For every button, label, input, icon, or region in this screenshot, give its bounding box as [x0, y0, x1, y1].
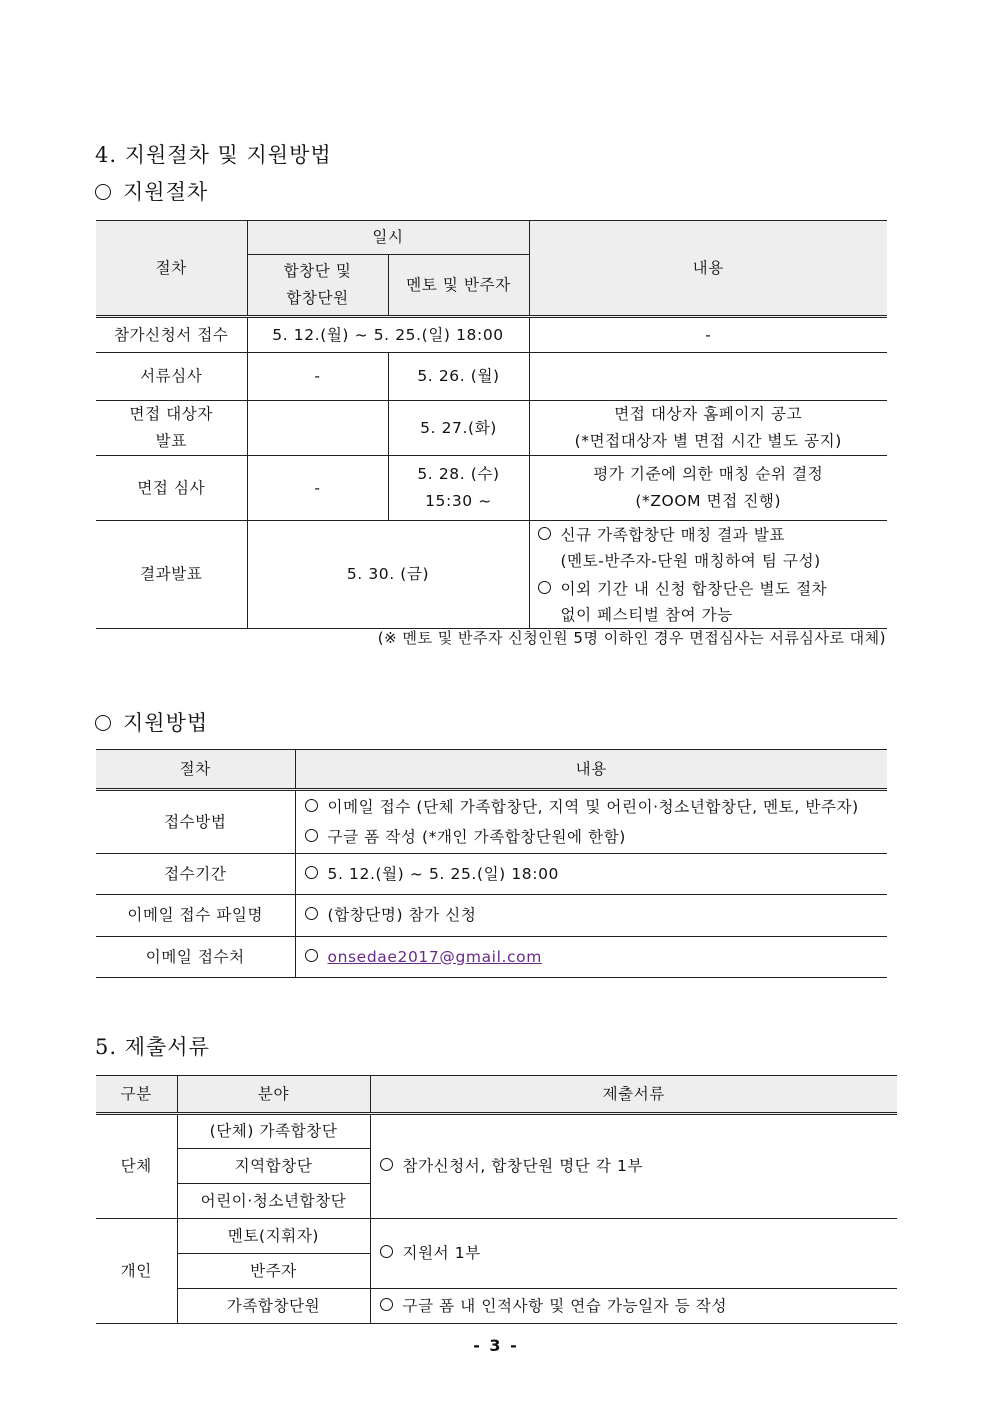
- method-table: [96, 749, 887, 978]
- row-content: [295, 937, 887, 978]
- header-date-choir: [247, 255, 388, 317]
- circle-bullet-icon: [305, 866, 318, 879]
- text-line: (*면접대상자 별 면접 시간 별도 공지): [574, 432, 842, 450]
- text-line: (*ZOOM 면접 진행): [635, 492, 782, 510]
- row-date: 5. 12.(월) ~ 5. 25.(일) 18:00: [247, 317, 529, 353]
- text-line: 면접 대상자 홈페이지 공고: [614, 405, 803, 423]
- row-content-list: [529, 521, 887, 629]
- row-content-text: (합창단명) 참가 신청: [327, 906, 477, 924]
- circle-bullet-icon: [305, 949, 318, 962]
- circle-bullet-icon: [538, 527, 551, 540]
- page-number: - 3 -: [473, 1336, 519, 1355]
- row-step: 결과발표: [96, 521, 247, 629]
- header-docs: 제출서류: [370, 1076, 897, 1114]
- header-step: 절차: [96, 750, 295, 790]
- text-line: 합창단원: [286, 289, 349, 307]
- row-content: [529, 456, 887, 521]
- list-item: [538, 522, 888, 574]
- header-date: 일시: [247, 221, 529, 255]
- header-content: 내용: [529, 221, 887, 317]
- row-step: 접수방법: [96, 790, 295, 854]
- header-group: 구분: [96, 1076, 177, 1114]
- field-cell: 지역합창단: [177, 1149, 370, 1184]
- procedure-note: (※ 멘토 및 반주자 신청인원 5명 이하인 경우 면접심사는 서류심사로 대체): [377, 629, 886, 647]
- procedure-table: [96, 220, 887, 629]
- section-4-title: 4. 지원절차 및 지원방법: [95, 143, 332, 167]
- individual-docs-text: 지원서 1부: [402, 1244, 481, 1262]
- field-cell: 반주자: [177, 1254, 370, 1289]
- field-cell: 어린이·청소년합창단: [177, 1184, 370, 1219]
- field-cell: (단체) 가족합창단: [177, 1114, 370, 1149]
- method-heading-text: 지원방법: [123, 711, 209, 735]
- individual-docs-text: 구글 폼 내 인적사항 및 연습 가능일자 등 작성: [402, 1296, 728, 1315]
- text-line: 없이 페스티벌 참여 가능: [560, 605, 733, 624]
- row-date-choir: -: [247, 353, 388, 401]
- group-team: 단체: [96, 1114, 177, 1219]
- text-line: 5. 28. (수): [417, 465, 500, 483]
- row-content: [529, 401, 887, 456]
- row-content: -: [529, 317, 887, 353]
- circle-bullet-icon: [305, 907, 318, 920]
- row-date-mentor: 5. 26. (월): [388, 353, 529, 401]
- list-item: [538, 576, 888, 628]
- circle-bullet-icon: [380, 1298, 393, 1311]
- row-date: 5. 30. (금): [247, 521, 529, 629]
- procedure-heading-text: 지원절차: [123, 180, 209, 204]
- row-content-list: [295, 790, 887, 854]
- circle-bullet-icon: [305, 799, 318, 812]
- row-step: 이메일 접수처: [96, 937, 295, 978]
- row-date-mentor: [388, 456, 529, 521]
- email-link[interactable]: onsedae2017@gmail.com: [327, 947, 542, 966]
- row-content: [529, 353, 887, 401]
- header-date-mentor: 멘토 및 반주자: [388, 255, 529, 317]
- text-line: (멘토-반주자-단원 매칭하여 팀 구성): [560, 551, 821, 570]
- text-line: 면접 대상자: [129, 405, 213, 423]
- procedure-heading: [95, 176, 208, 206]
- text-line: 이외 기간 내 신청 합창단은 별도 절차: [560, 579, 828, 598]
- row-date-choir: [247, 401, 388, 456]
- row-step: 접수기간: [96, 854, 295, 895]
- circle-bullet-icon: [95, 184, 111, 200]
- list-item-text: [561, 522, 821, 574]
- text-line: 발표: [155, 432, 187, 450]
- individual-docs: [370, 1289, 897, 1324]
- text-line: 신규 가족합창단 매칭 결과 발표: [560, 525, 786, 544]
- row-step: 면접 심사: [96, 456, 247, 521]
- documents-table: [96, 1075, 897, 1324]
- row-content: [295, 854, 887, 895]
- list-item-text: 이메일 접수 (단체 가족합창단, 지역 및 어린이·청소년합창단, 멘토, 반주자): [327, 798, 859, 816]
- row-step: 서류심사: [96, 353, 247, 401]
- list-item: [305, 792, 888, 822]
- list-item-text: [561, 576, 828, 628]
- row-content: [295, 895, 887, 937]
- text-line: 평가 기준에 의한 매칭 순위 결정: [593, 465, 824, 483]
- row-content-text: 5. 12.(월) ~ 5. 25.(일) 18:00: [327, 864, 560, 883]
- field-cell: 가족합창단원: [177, 1289, 370, 1324]
- circle-bullet-icon: [380, 1158, 393, 1171]
- row-date-choir: -: [247, 456, 388, 521]
- row-date-mentor: 5. 27.(화): [388, 401, 529, 456]
- header-field: 분야: [177, 1076, 370, 1114]
- circle-bullet-icon: [305, 829, 318, 842]
- circle-bullet-icon: [380, 1245, 393, 1258]
- individual-docs: [370, 1219, 897, 1289]
- circle-bullet-icon: [538, 581, 551, 594]
- text-line: 합창단 및: [283, 262, 352, 280]
- row-step: [96, 401, 247, 456]
- row-step: 이메일 접수 파일명: [96, 895, 295, 937]
- method-heading: [95, 707, 208, 737]
- header-step: 절차: [96, 221, 247, 317]
- field-cell: 멘토(지휘자): [177, 1219, 370, 1254]
- team-docs: [370, 1114, 897, 1219]
- group-individual: 개인: [96, 1219, 177, 1324]
- team-docs-text: 참가신청서, 합창단원 명단 각 1부: [402, 1157, 644, 1175]
- list-item: [305, 822, 888, 852]
- text-line: 15:30 ~: [425, 492, 492, 510]
- row-step: 참가신청서 접수: [96, 317, 247, 353]
- section-5-title: 5. 제출서류: [95, 1035, 210, 1059]
- circle-bullet-icon: [95, 715, 111, 731]
- header-content: 내용: [295, 750, 887, 790]
- list-item-text: 구글 폼 작성 (*개인 가족합창단원에 한함): [327, 828, 626, 846]
